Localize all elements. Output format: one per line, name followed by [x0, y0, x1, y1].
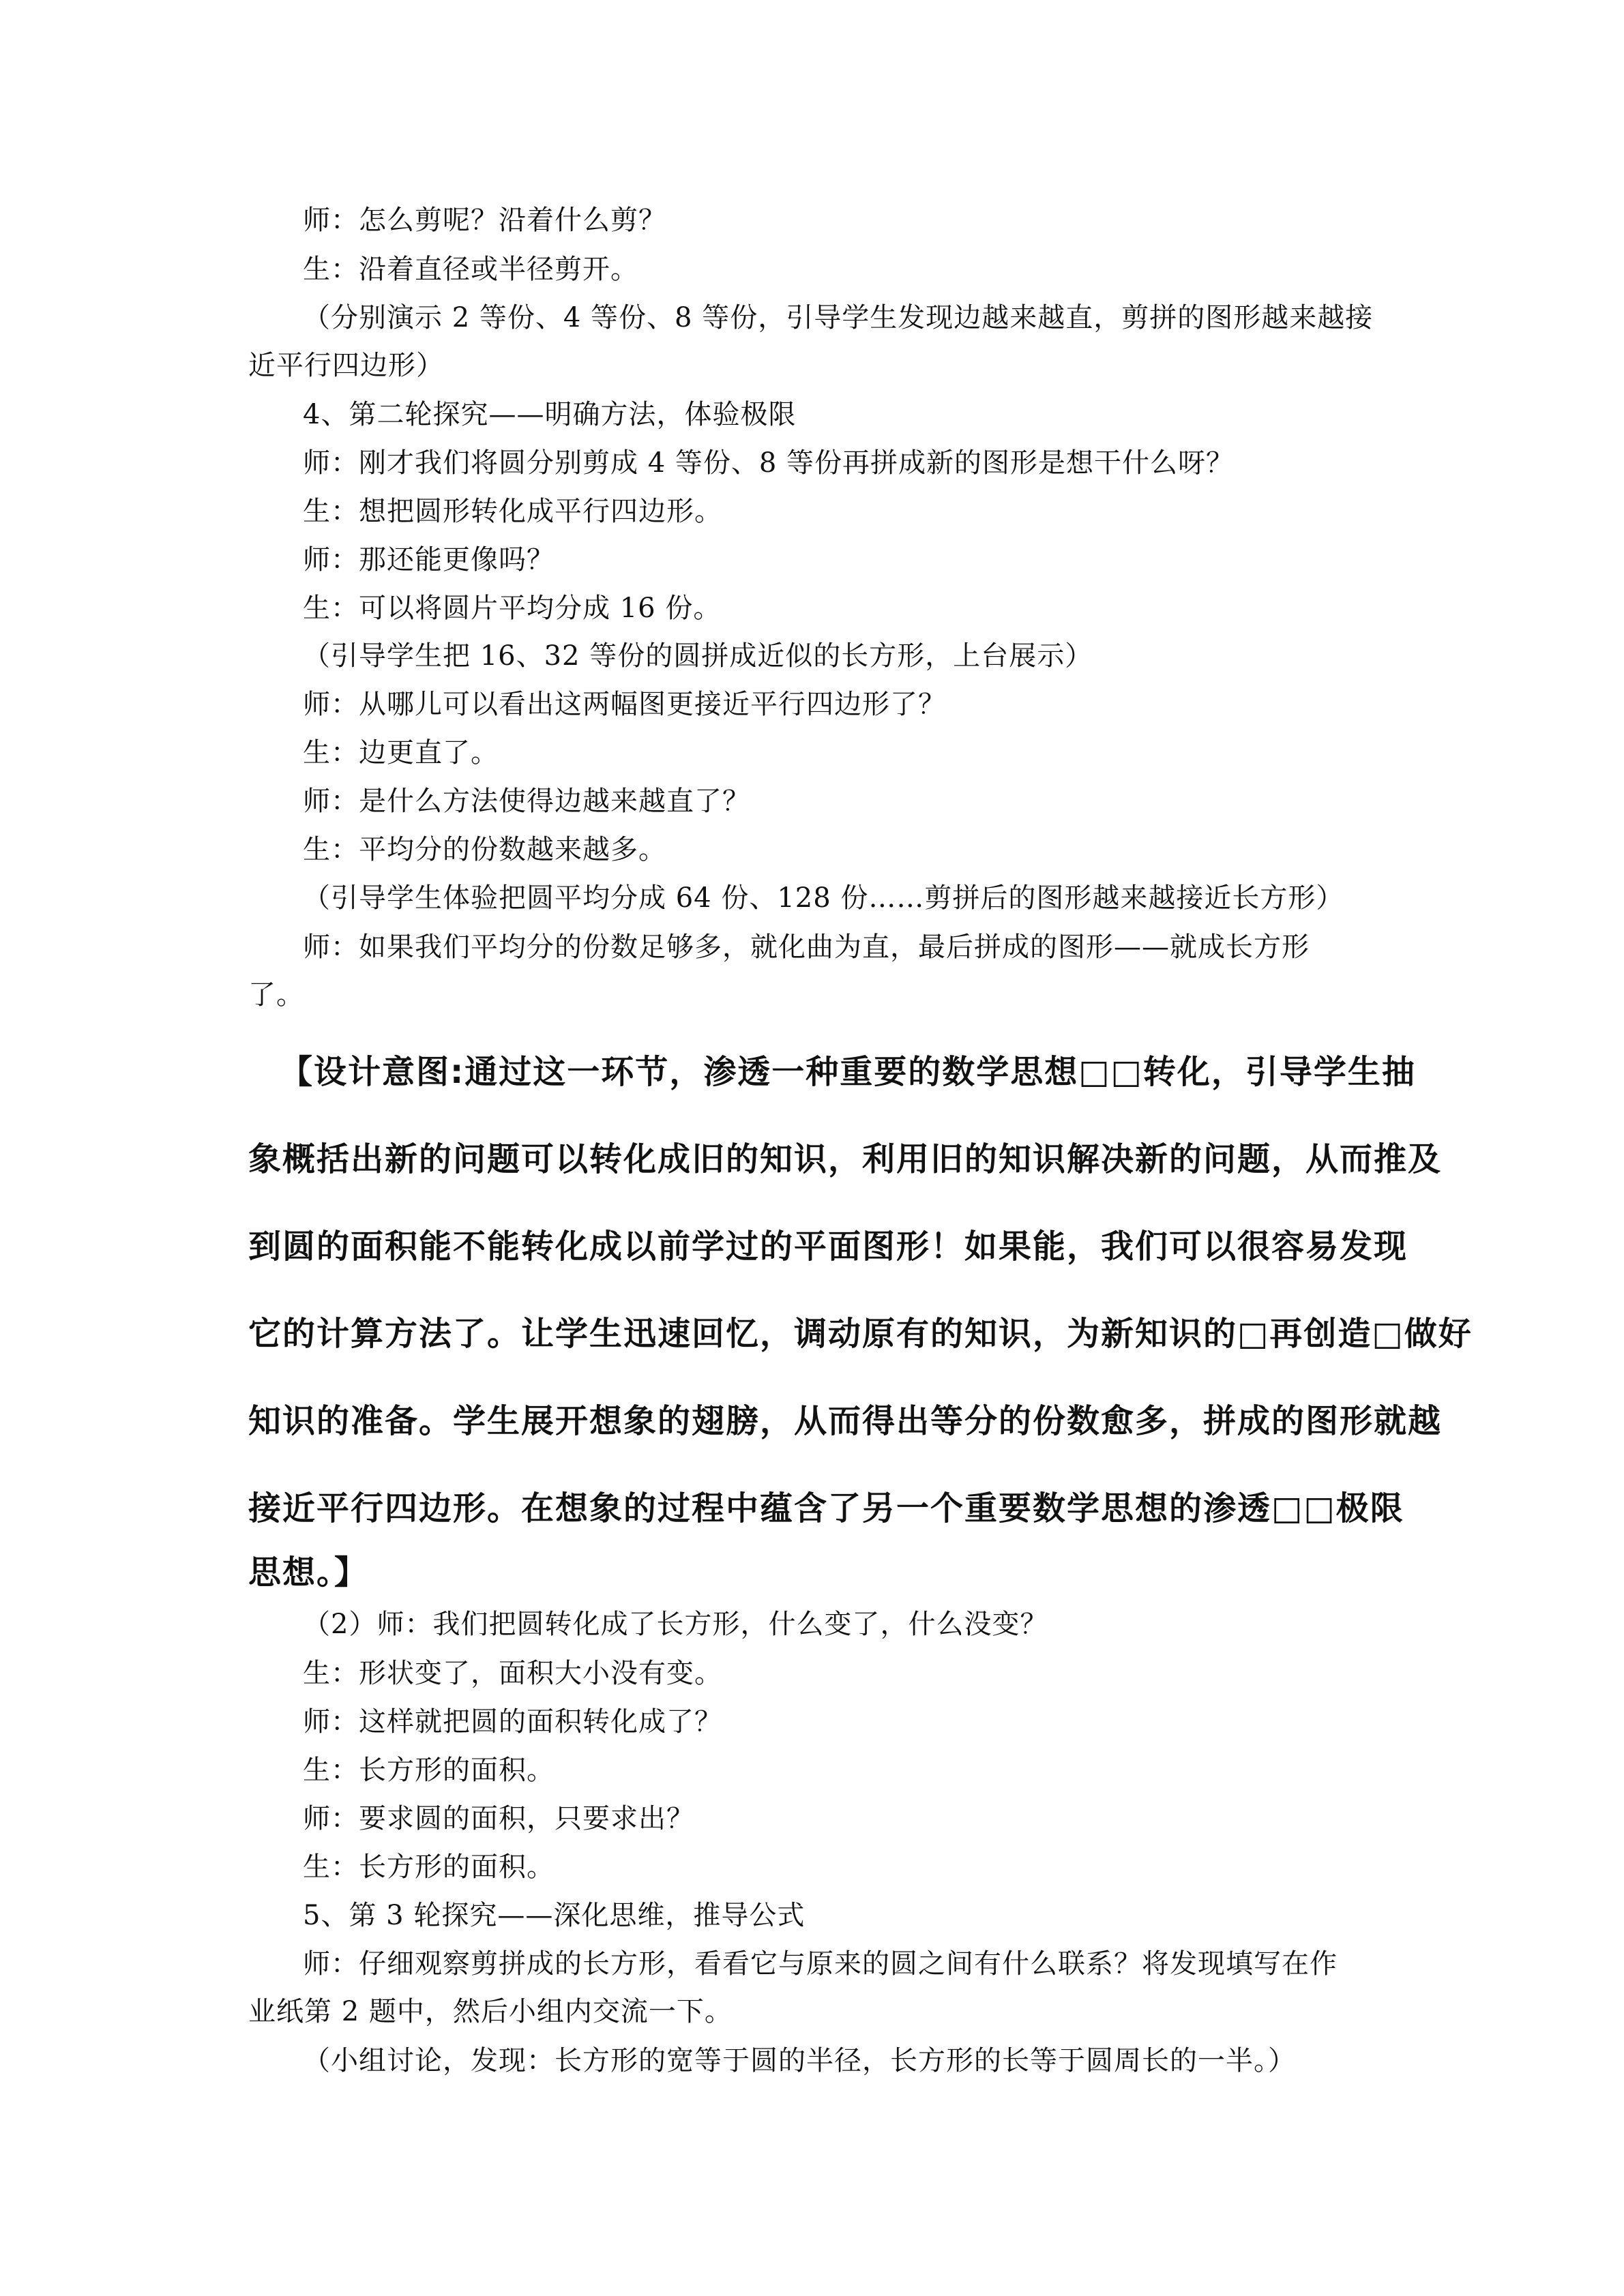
dialogue-line: 生：平均分的份数越来越多。: [303, 834, 666, 865]
design-intent-paragraph: 到圆的面积能不能转化成以前学过的平面图形！如果能，我们可以很容易发现: [248, 1227, 1408, 1266]
section-heading: 5、第 3 轮探究——深化思维，推导公式: [303, 1900, 806, 1931]
dialogue-line: 师：要求圆的面积，只要求出？: [303, 1803, 694, 1834]
dialogue-line: 师：是什么方法使得边越来越直了？: [303, 786, 750, 817]
stage-direction-continued: 近平行四边形）: [248, 350, 444, 381]
dialogue-line: 生：边更直了。: [303, 737, 499, 769]
design-intent-paragraph: 【设计意图:通过这一环节，渗透一种重要的数学思想□□转化，引导学生抽: [280, 1053, 1416, 1091]
dialogue-line: 师：如果我们平均分的份数足够多，就化曲为直，最后拼成的图形——就成长方形: [303, 931, 1310, 963]
design-intent-paragraph: 象概括出新的问题可以转化成旧的知识，利用旧的知识解决新的问题，从而推及: [248, 1140, 1443, 1178]
stage-direction: （小组讨论，发现：长方形的宽等于圆的半径，长方形的长等于圆周长的一半。）: [303, 2045, 1296, 2076]
dialogue-line: 生：形状变了，面积大小没有变。: [303, 1658, 722, 1689]
dialogue-line: 生：可以将圆片平均分成 16 份。: [303, 593, 722, 624]
dialogue-line: 生：长方形的面积。: [303, 1755, 555, 1786]
dialogue-line: 师：怎么剪呢？沿着什么剪？: [303, 205, 666, 236]
dialogue-line: 师：那还能更像吗？: [303, 544, 555, 576]
dialogue-line: 生：沿着直径或半径剪开。: [303, 254, 638, 285]
dialogue-line: 师：刚才我们将圆分别剪成 4 等份、8 等份再拼成新的图形是想干什么呀？: [303, 447, 1235, 479]
dialogue-line: 生：想把圆形转化成平行四边形。: [303, 496, 722, 527]
dialogue-line: 师：从哪儿可以看出这两幅图更接近平行四边形了？: [303, 689, 946, 720]
dialogue-line-continued: 业纸第 2 题中，然后小组内交流一下。: [248, 1996, 733, 2027]
design-intent-paragraph: 接近平行四边形。在想象的过程中蕴含了另一个重要数学思想的渗透□□极限: [248, 1489, 1404, 1527]
design-intent-paragraph: 思想。】: [248, 1553, 369, 1592]
stage-direction: （引导学生体验把圆平均分成 64 份、128 份……剪拼后的图形越来越接近长方形）: [303, 882, 1344, 914]
stage-direction: （引导学生把 16、32 等份的圆拼成近似的长方形，上台展示）: [303, 640, 1093, 672]
section-heading: 4、第二轮探究——明确方法，体验极限: [303, 399, 797, 430]
design-intent-paragraph: 知识的准备。学生展开想象的翅膀，从而得出等分的份数愈多，拼成的图形就越: [248, 1402, 1443, 1440]
dialogue-line: 生：长方形的面积。: [303, 1851, 555, 1883]
dialogue-line-continued: 了。: [248, 979, 304, 1011]
dialogue-line: 师：这样就把圆的面积转化成了？: [303, 1706, 722, 1738]
dialogue-line: 师：仔细观察剪拼成的长方形，看看它与原来的圆之间有什么联系？将发现填写在作: [303, 1948, 1338, 1980]
stage-direction: （分别演示 2 等份、4 等份、8 等份，引导学生发现边越来越直，剪拼的图形越来越接: [303, 302, 1374, 333]
dialogue-line: （2）师：我们把圆转化成了长方形，什么变了，什么没变？: [303, 1609, 1048, 1640]
design-intent-paragraph: 它的计算方法了。让学生迅速回忆，调动原有的知识，为新知识的□再创造□做好: [248, 1315, 1473, 1353]
